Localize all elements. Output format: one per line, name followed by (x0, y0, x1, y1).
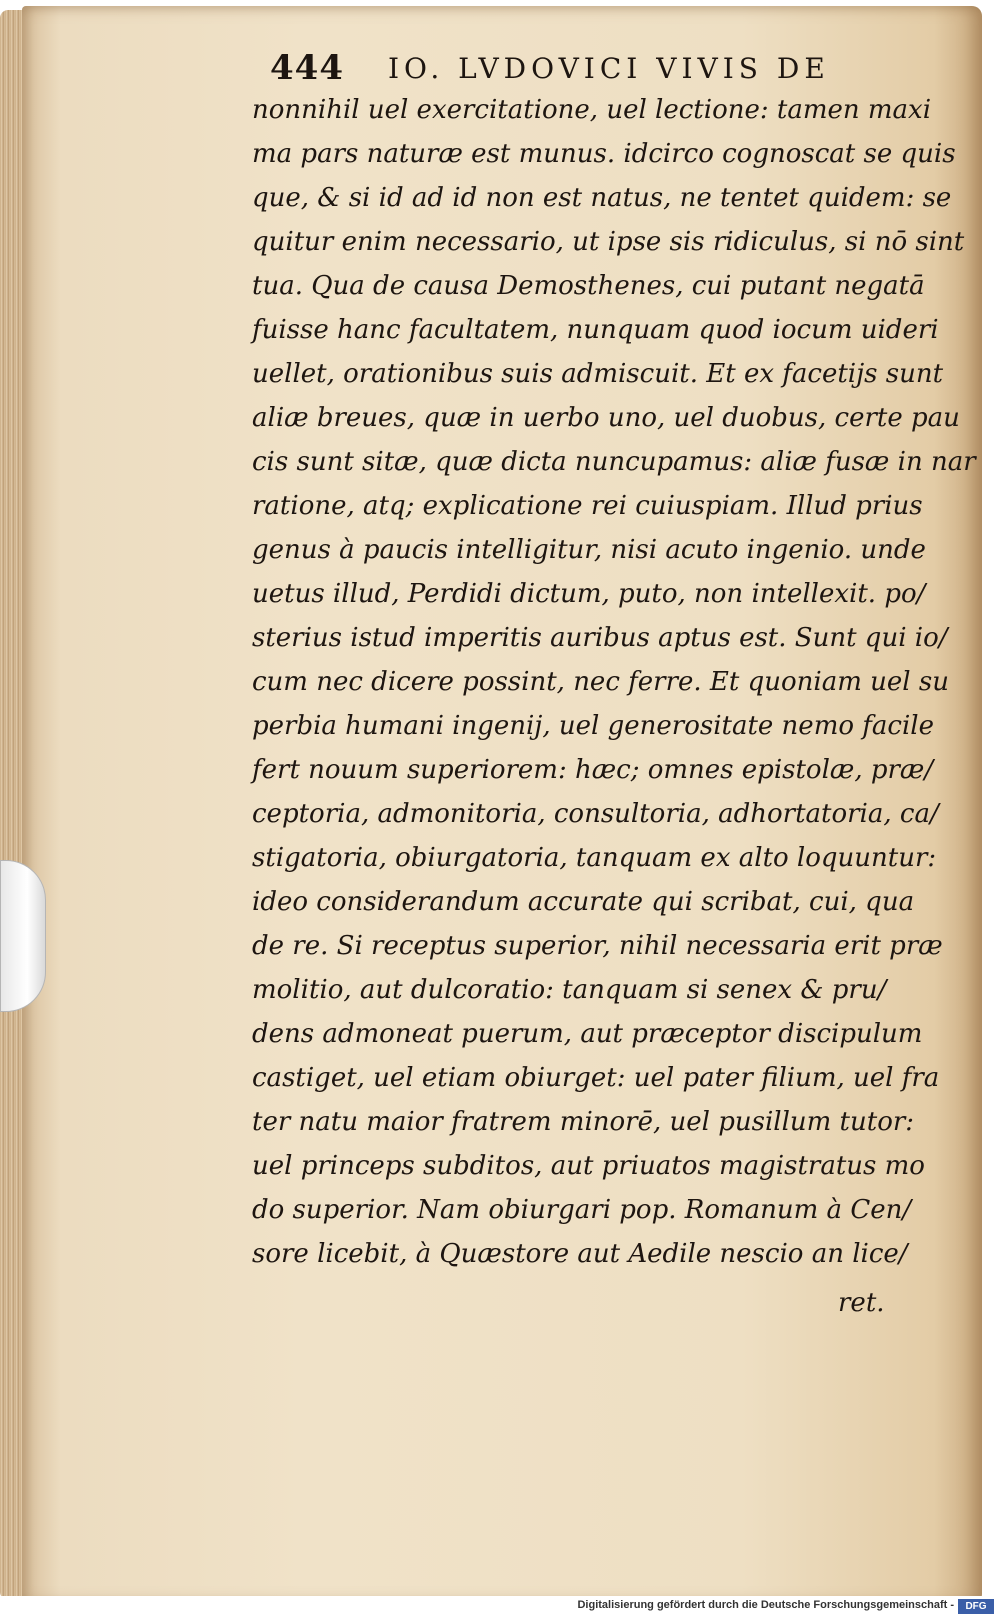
text-line: nonnihil uel exercitatione, uel lectione: tamen maxi (252, 95, 932, 125)
text-line: cum nec dicere possint, nec ferre. Et quoniam uel su (252, 667, 949, 697)
page-clip (0, 860, 46, 1012)
text-line: ma pars naturæ est munus. idcirco cognoscat se quis (252, 139, 956, 169)
text-line: tua. Qua de causa Demosthenes, cui putant negatā (252, 271, 925, 301)
text-line: ceptoria, admonitoria, consultoria, adhortatoria, ca/ (252, 799, 939, 829)
running-title: IO. LVDOVICI VIVIS DE (388, 52, 830, 85)
text-line: que, & si id ad id non est natus, ne tentet quidem: se (252, 183, 952, 213)
text-line: uetus illud, Perdidi dictum, puto, non intellexit. po/ (252, 579, 926, 609)
text-line: castiget, uel etiam obiurget: uel pater filium, uel fra (252, 1063, 940, 1093)
footer-credit: Digitalisierung gefördert durch die Deutsche Forschungsgemeinschaft - (577, 1599, 954, 1611)
text-line: do superior. Nam obiurgari pop. Romanum à Cen/ (252, 1195, 912, 1225)
catchword: ret. (838, 1288, 885, 1318)
text-line: uel princeps subditos, aut priuatos magistratus mo (252, 1151, 925, 1181)
text-line: dens admoneat puerum, aut præceptor discipulum (252, 1019, 923, 1049)
dfg-logo: DFG (958, 1599, 994, 1614)
text-line: ter natu maior fratrem minorē, uel pusillum tutor: (252, 1107, 915, 1137)
text-line: de re. Si receptus superior, nihil necessaria erit præ (252, 931, 943, 961)
body-text (252, 88, 976, 1276)
text-line: molitio, aut dulcoratio: tanquam si senex & pru/ (252, 975, 887, 1005)
text-line: uellet, orationibus suis admiscuit. Et ex facetijs sunt (252, 359, 944, 389)
text-line: ideo considerandum accurate qui scribat, cui, qua (252, 887, 915, 917)
footer-bar (0, 1596, 1000, 1618)
running-head (270, 48, 850, 92)
text-line: aliæ breues, quæ in uerbo uno, uel duobus, certe pau (252, 403, 960, 433)
text-line: ratione, atq; explicatione rei cuiuspiam. Illud prius (252, 491, 923, 521)
text-line: sterius istud imperitis auribus aptus est. Sunt qui io/ (252, 623, 948, 653)
text-line: fuisse hanc facultatem, nunquam quod iocum uideri (252, 315, 939, 345)
text-line: genus à paucis intelligitur, nisi acuto ingenio. unde (252, 535, 926, 565)
text-line: perbia humani ingenij, uel generositate nemo facile (252, 711, 934, 741)
text-line: fert nouum superiorem: hæc; omnes epistolæ, præ/ (252, 755, 934, 785)
text-line: sore licebit, à Quæstore aut Aedile nescio an lice/ (252, 1239, 908, 1269)
page-number: 444 (270, 48, 344, 88)
text-line: stigatoria, obiurgatoria, tanquam ex alto loquuntur: (252, 843, 937, 873)
text-line: cis sunt sitæ, quæ dicta nuncupamus: aliæ fusæ in nar (252, 447, 976, 477)
text-line: quitur enim necessario, ut ipse sis ridiculus, si nō sint (252, 227, 965, 257)
